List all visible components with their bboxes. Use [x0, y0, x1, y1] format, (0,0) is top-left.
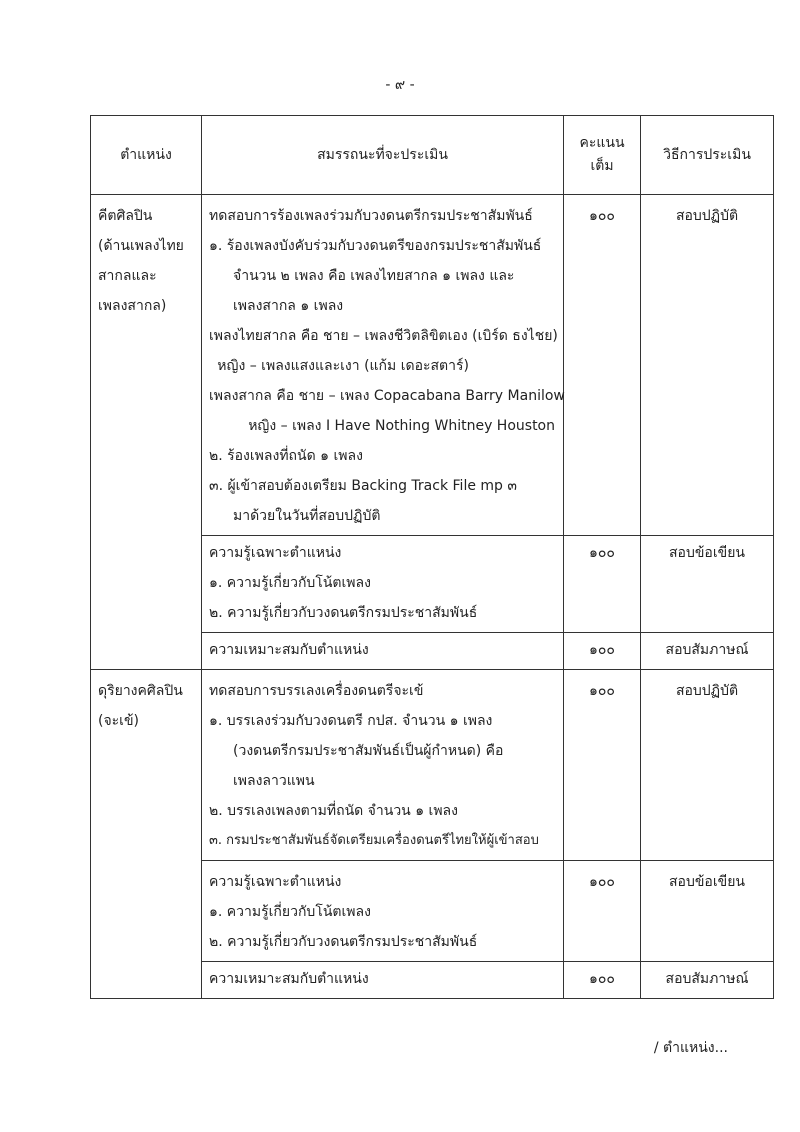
method-cell — [641, 195, 774, 536]
score-value: ๑๐๐ — [589, 874, 615, 890]
position-line: (จะเข้) — [98, 713, 140, 729]
header-competency: สมรรถนะที่จะประเมิน — [202, 116, 564, 195]
score-cell — [564, 962, 641, 999]
competency-cell — [202, 195, 564, 536]
competency-line: หญิง – เพลง I Have Nothing Whitney Houston — [248, 418, 555, 434]
score-value: ๑๐๐ — [589, 683, 615, 699]
score-value: ๑๐๐ — [589, 545, 615, 561]
competency-line: ๑. ความรู้เกี่ยวกับโน้ตเพลง — [209, 904, 371, 920]
method-value: สอบปฏิบัติ — [675, 208, 739, 224]
page-number: - ๙ - — [385, 77, 415, 93]
method-value: สอบสัมภาษณ์ — [665, 971, 749, 987]
competency-cell — [202, 633, 564, 670]
competency-line: ความเหมาะสมกับตำแหน่ง — [209, 642, 369, 658]
competency-line: จำนวน ๒ เพลง คือ เพลงไทยสากล ๑ เพลง และ — [233, 268, 515, 284]
table-row — [91, 670, 774, 861]
competency-line: ๒. ความรู้เกี่ยวกับวงดนตรีกรมประชาสัมพันธ์ — [209, 934, 478, 950]
header-score — [564, 116, 641, 195]
competency-line: ความเหมาะสมกับตำแหน่ง — [209, 971, 369, 987]
continuation-footer: / ตำแหน่ง... — [653, 1040, 728, 1056]
competency-line: หญิง – เพลงแสงและเงา (แก้ม เดอะสตาร์) — [217, 358, 469, 374]
competency-line: ๑. ร้องเพลงบังคับร่วมกับวงดนตรีของกรมประชาสัมพันธ์ — [209, 238, 542, 254]
competency-line: ๑. บรรเลงร่วมกับวงดนตรี กปส. จำนวน ๑ เพลง — [209, 713, 493, 729]
competency-cell — [202, 536, 564, 633]
method-cell — [641, 861, 774, 962]
table-row — [91, 195, 774, 536]
header-score-line1: คะแนน — [579, 135, 625, 151]
competency-line: เพลงสากล ๑ เพลง — [233, 298, 344, 314]
method-value: สอบข้อเขียน — [669, 874, 745, 890]
competency-line: ๒. บรรเลงเพลงตามที่ถนัด จำนวน ๑ เพลง — [209, 803, 458, 819]
competency-line: เพลงลาวแพน — [233, 773, 315, 789]
header-row — [91, 116, 774, 195]
competency-line: ๑. ความรู้เกี่ยวกับโน้ตเพลง — [209, 575, 371, 591]
competency-line: ความรู้เฉพาะตำแหน่ง — [209, 545, 342, 561]
score-cell — [564, 195, 641, 536]
competency-line: ๓. ผู้เข้าสอบต้องเตรียม Backing Track File mp ๓ — [209, 478, 517, 494]
competency-line: ๓. กรมประชาสัมพันธ์จัดเตรียมเครื่องดนตรีไทยให้ผู้เข้าสอบ — [209, 833, 539, 848]
competency-line: ๒. ความรู้เกี่ยวกับวงดนตรีกรมประชาสัมพันธ์ — [209, 605, 478, 621]
competency-line: เพลงไทยสากล คือ ชาย – เพลงชีวิตลิขิตเอง (เบิร์ด ธงไชย) — [209, 328, 558, 344]
method-cell — [641, 633, 774, 670]
score-value: ๑๐๐ — [589, 971, 615, 987]
score-value: ๑๐๐ — [589, 208, 615, 224]
score-value: ๑๐๐ — [589, 642, 615, 658]
position-line: ดุริยางคศิลปิน — [98, 683, 183, 699]
competency-cell — [202, 962, 564, 999]
position-line: คีตศิลปิน — [98, 208, 153, 224]
competency-line: ทดสอบการร้องเพลงร่วมกับวงดนตรีกรมประชาสัมพันธ์ — [209, 208, 533, 224]
method-cell — [641, 536, 774, 633]
header-method: วิธีการประเมิน — [641, 116, 774, 195]
competency-line: เพลงสากล คือ ชาย – เพลง Copacabana Barry Manilow — [209, 388, 565, 404]
competency-line: ความรู้เฉพาะตำแหน่ง — [209, 874, 342, 890]
method-cell — [641, 962, 774, 999]
header-position: ตำแหน่ง — [91, 116, 202, 195]
position-cell — [91, 670, 202, 999]
competency-cell — [202, 861, 564, 962]
evaluation-table — [90, 115, 774, 999]
score-cell — [564, 633, 641, 670]
method-value: สอบข้อเขียน — [669, 545, 745, 561]
score-cell — [564, 670, 641, 861]
method-value: สอบปฏิบัติ — [675, 683, 739, 699]
score-cell — [564, 536, 641, 633]
position-line: สากลและ — [98, 268, 157, 284]
header-score-line2: เต็ม — [590, 158, 614, 174]
position-cell — [91, 195, 202, 670]
position-line: (ด้านเพลงไทย — [98, 238, 184, 254]
competency-line: มาด้วยในวันที่สอบปฏิบัติ — [233, 508, 381, 524]
competency-cell — [202, 670, 564, 861]
position-line: เพลงสากล) — [98, 298, 167, 314]
score-cell — [564, 861, 641, 962]
method-value: สอบสัมภาษณ์ — [665, 642, 749, 658]
method-cell — [641, 670, 774, 861]
competency-line: (วงดนตรีกรมประชาสัมพันธ์เป็นผู้กำหนด) คือ — [233, 743, 504, 759]
competency-line: ๒. ร้องเพลงที่ถนัด ๑ เพลง — [209, 448, 363, 464]
competency-line: ทดสอบการบรรเลงเครื่องดนตรีจะเข้ — [209, 683, 424, 699]
